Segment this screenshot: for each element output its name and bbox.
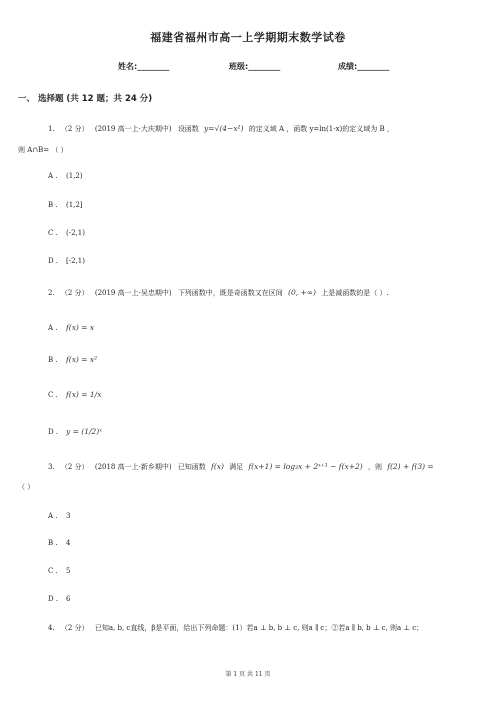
option-a [48,512,70,520]
question-number: 4. [48,624,55,632]
option-label: B . [48,201,58,209]
exam-title: 福建省福州市高一上学期期末数学试卷 [150,31,346,44]
score-field: 成绩:________ [338,62,390,71]
question-text: 下列函数中，既是奇函数又在区间 [177,289,283,297]
option-d [48,427,102,436]
option-b [48,201,83,209]
question-text: 的定义域 A ，函数 y=ln(1-x)的定义域为 B ， [248,125,394,133]
option-formula: f(x) = x² [66,355,98,364]
question-number: 3. [48,463,55,471]
option-label: A . [48,512,58,520]
question-1 [48,124,394,134]
name-field: 姓名:________ [118,62,170,71]
option-value: (1,2) [66,172,83,180]
question-source: (2018 高一上·新乡期中) [94,463,172,471]
option-value: [-2,1) [66,257,85,265]
option-value: 4 [66,539,71,547]
question-2 [48,288,389,298]
option-label: D . [48,595,59,603]
option-label: B . [48,539,58,547]
option-c [48,567,70,575]
option-label: C . [48,229,58,237]
formula: f(2) + f(3) = [387,462,434,471]
question-text: 设函数 [177,125,199,133]
option-label: C . [48,391,58,399]
option-c [48,390,101,399]
section-heading: 一、 选择题 (共 12 题；共 24 分) [18,94,153,104]
option-value: 6 [66,595,71,603]
question-source: (2019 高一上·吴忠期中) [94,289,172,297]
question-score: （2 分） [60,463,89,471]
question-text: 满足 [229,463,244,471]
formula: f(x) [211,462,224,471]
question-3 [48,462,437,472]
option-label: C . [48,567,58,575]
question-score: （2 分） [60,125,89,133]
option-value: 5 [66,567,71,575]
option-d [48,257,85,265]
question-text: 已知函数 [177,463,206,471]
option-label: A . [48,324,58,332]
option-b [48,539,70,547]
option-label: D . [48,257,59,265]
question-text: ，则 [367,463,382,471]
page-footer: 第 1 页 共 11 页 [225,671,271,678]
option-value: (1,2] [66,201,83,209]
question-score: （2 分） [60,289,89,297]
option-value: (-2,1) [66,229,85,237]
option-formula: f(x) = x [66,323,95,332]
question-text: 上是减函数的是（ ）. [321,289,389,297]
question-text: 已知a, b, c直线，β是平面，给出下列命题：(1）若a ⊥ b, b ⊥ c, 则a ∥ c；②若a ∥ b, b ⊥ c, 则a ⊥ c； [94,624,424,632]
formula: f(x+1) = log₃x + 2ˣ⁺¹ − f(x+2) [248,462,363,471]
question-1-continuation: 则 A∩B= （ ） [18,146,68,154]
option-c [48,229,85,237]
option-label: B . [48,356,58,364]
question-4 [48,623,423,633]
option-b [48,355,97,364]
question-score: （2 分） [60,624,89,632]
option-label: D . [48,428,59,436]
option-a [48,172,83,180]
class-field: 班级:________ [229,62,281,71]
option-a [48,323,94,332]
formula: (0, +∞) [288,288,316,297]
formula: y=√(4−x²) [204,124,244,133]
option-d [48,595,70,603]
option-value: 3 [66,512,71,520]
question-number: 2. [48,289,55,297]
question-source: (2019 高一上·大庆期中) [94,125,172,133]
option-label: A . [48,172,58,180]
student-info-row [0,61,496,75]
option-formula: y = (1/2)ˣ [66,427,102,436]
question-number: 1. [48,125,55,133]
option-formula: f(x) = 1/x [66,390,102,399]
question-3-continuation: （ ） [18,483,35,491]
